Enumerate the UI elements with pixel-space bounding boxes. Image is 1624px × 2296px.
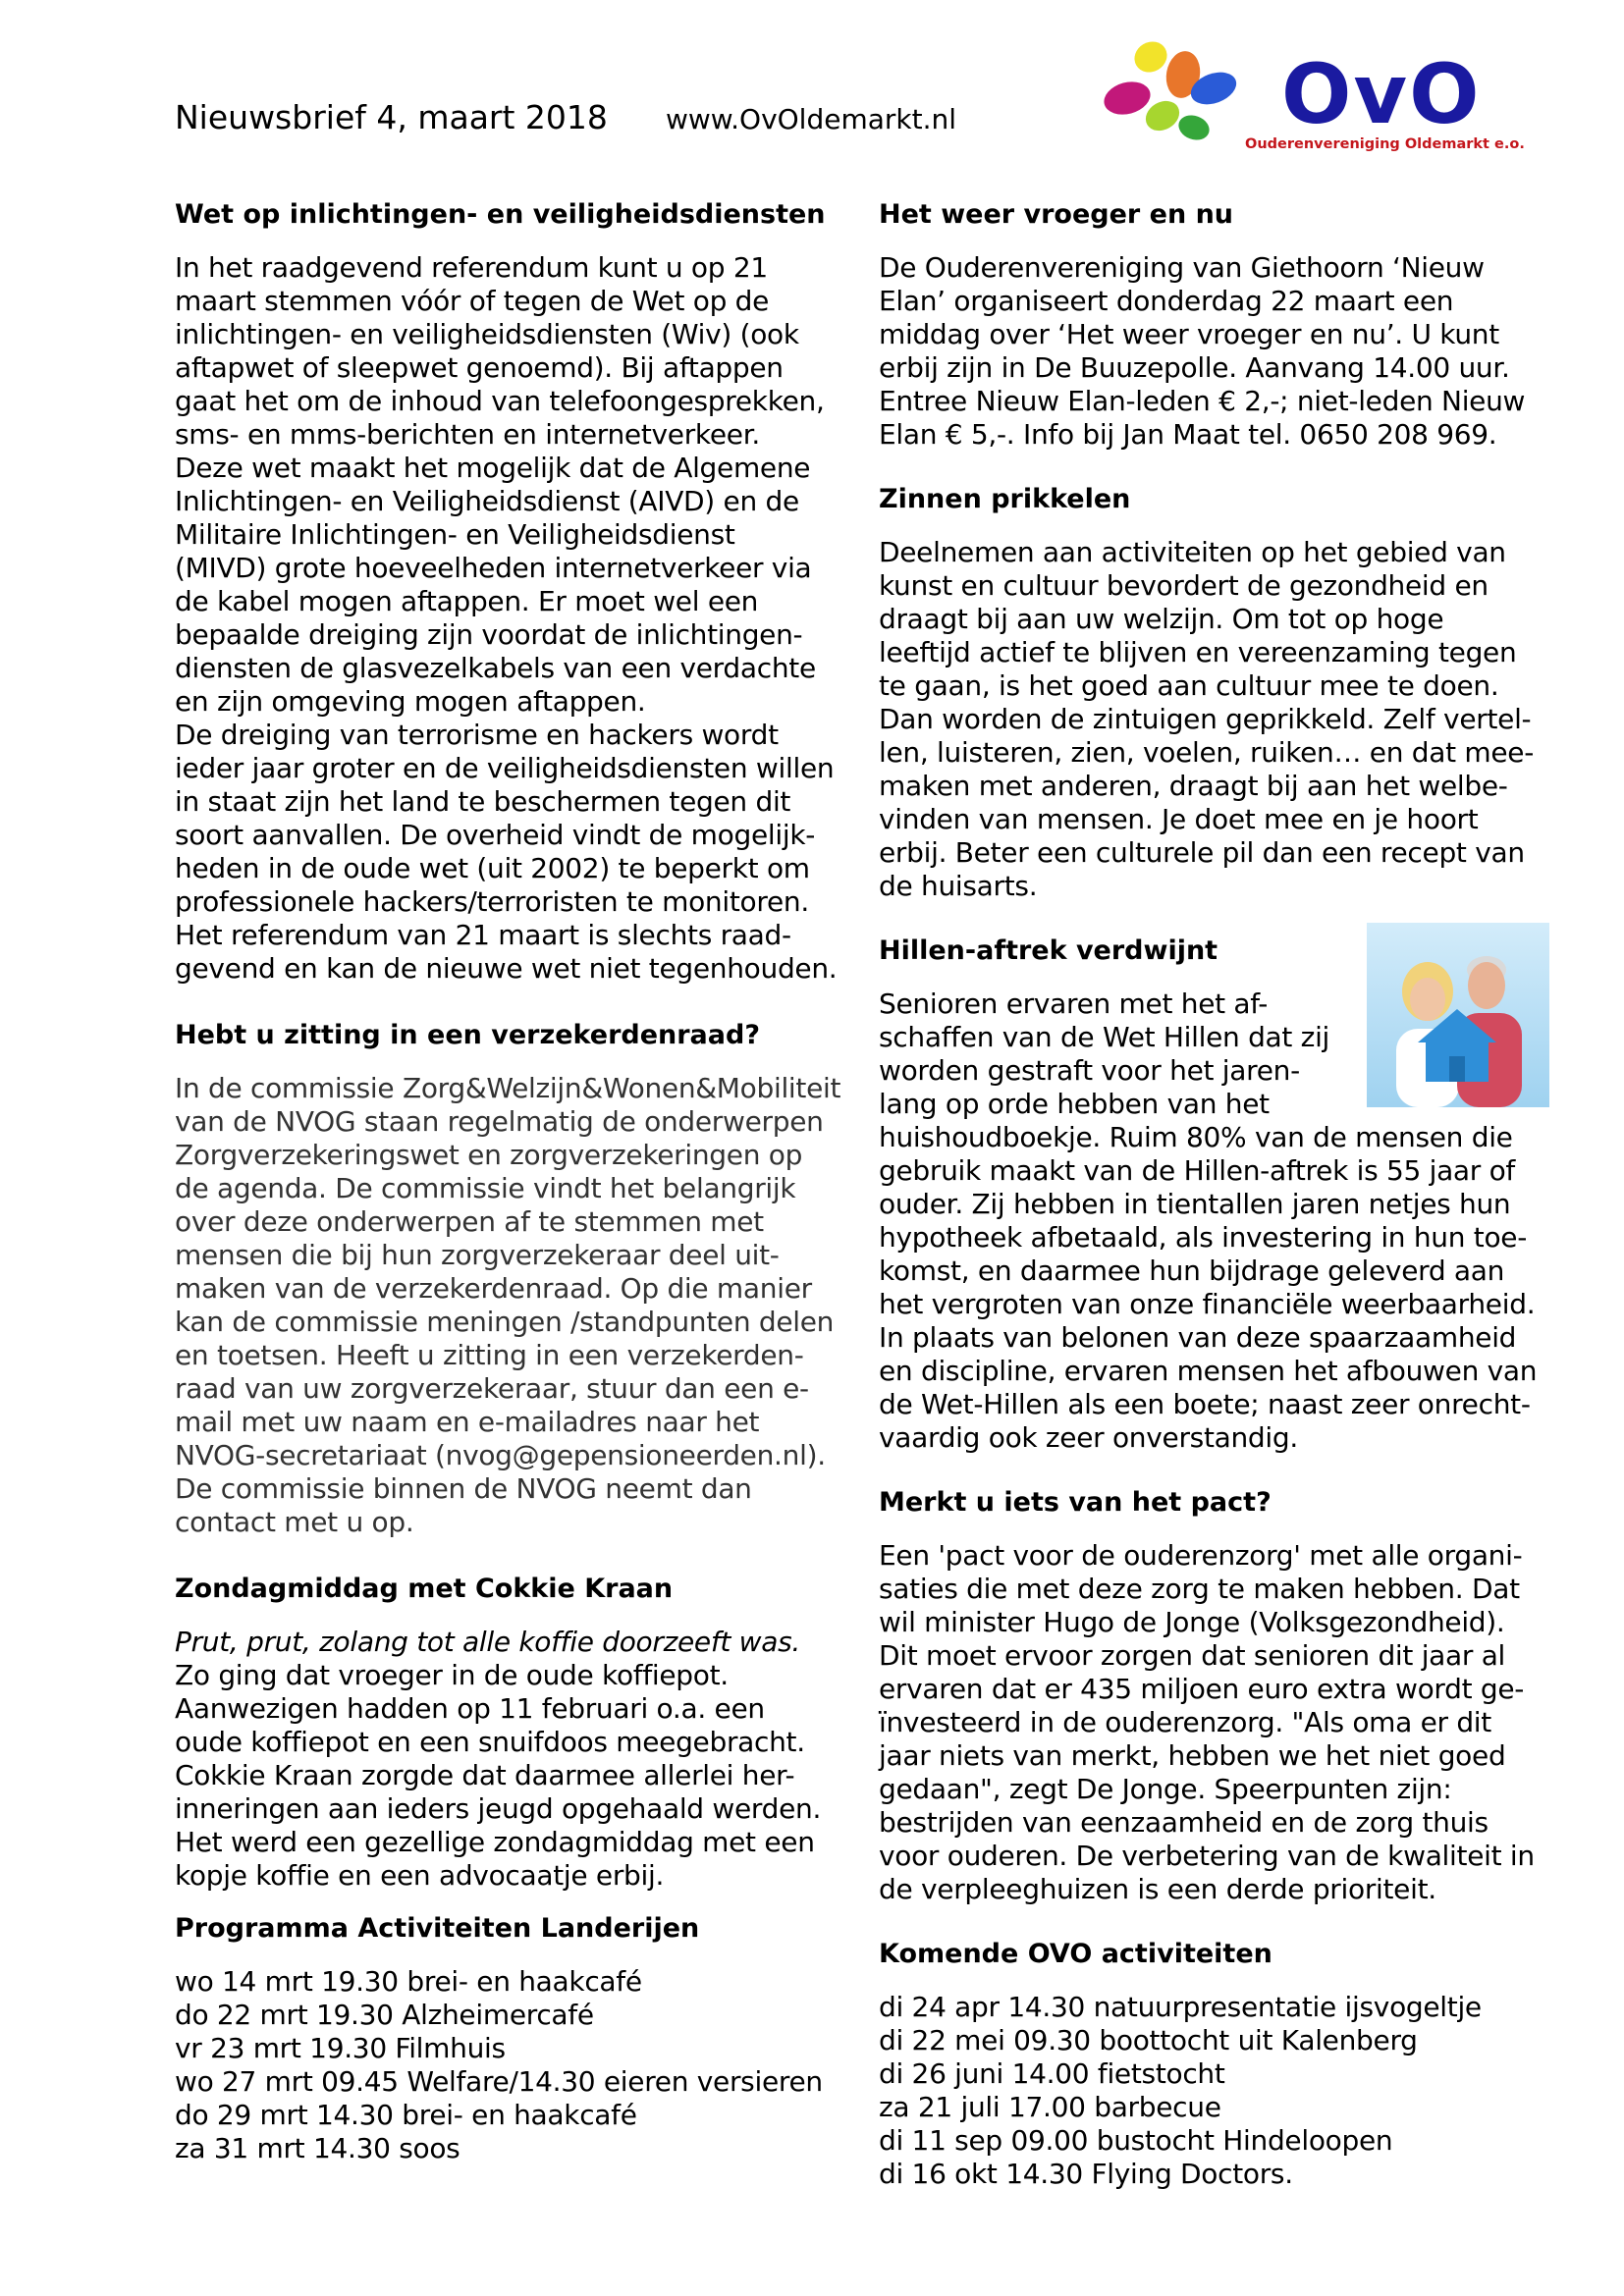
article-paragraph: Deelnemen aan activiteiten op het gebied van kunst en cultuur bevordert de gezondheid en draagt bij aan uw welzijn. Om tot op hoge leeftijd actief te blijven en vereenzaming tegen te gaan, is het goed aan cultuur mee te doen. Dan worden de zintuigen geprikkeld. Zelf vertel- len, luisteren, zien, voelen, ruiken… en dat mee- maken met anderen, draagt bij aan het welbe- vinden van mensen. Je doet mee en je hoort erbij. Beter een culturele pil dan een recept van de huisarts. bbox=[879, 536, 1534, 902]
list-item: do 22 mrt 19.30 Alzheimercafé bbox=[175, 1999, 594, 2031]
article-quote: Prut, prut, zolang tot alle koffie doorzeeft was. bbox=[175, 1626, 800, 1658]
article-weer bbox=[879, 198, 1566, 452]
logo-wordmark: OvO bbox=[1281, 46, 1482, 142]
senior-couple-photo bbox=[1367, 923, 1549, 1107]
logo-subtitle: Ouderenvereniging Oldemarkt e.o. bbox=[1245, 136, 1525, 152]
list-item: do 29 mrt 14.30 brei- en haakcafé bbox=[175, 2099, 637, 2131]
list-item: di 16 okt 14.30 Flying Doctors. bbox=[879, 2158, 1293, 2190]
list-item: di 26 juni 14.00 fietstocht bbox=[879, 2057, 1225, 2090]
list-item: di 24 apr 14.30 natuurpresentatie ijsvogeltje bbox=[879, 1991, 1482, 2023]
flower-logo-icon bbox=[1100, 37, 1237, 165]
article-zinnen bbox=[879, 483, 1566, 903]
website-link[interactable]: www.OvOldemarkt.nl bbox=[666, 103, 957, 135]
list-item: di 22 mei 09.30 boottocht uit Kalenberg bbox=[879, 2024, 1418, 2056]
article-pact bbox=[879, 1486, 1566, 1906]
article-paragraph: Prut, prut, zolang tot alle koffie doorzeeft was. Zo ging dat vroeger in de oude koffiepot. Aanwezigen hadden op 11 februari o.a. een oude koffiepot en een snuifdoos meegebracht. Cokkie Kraan zorgde dat daarmee allerlei her- inneringen aan ieders jeugd opgehaald werden. Het werd een gezellige zondagmiddag met een kopje koffie en een advocaatje erbij. bbox=[175, 1626, 862, 1893]
ovo-logo bbox=[1100, 37, 1532, 165]
article-heading: Merkt u iets van het pact? bbox=[879, 1487, 1272, 1518]
article-paragraph: In de commissie Zorg&Welzijn&Wonen&Mobiliteit van de NVOG staan regelmatig de onderwerpen Zorgverzekeringswet en zorgverzekeringen op de agenda. De commissie vindt het belangrijk over deze onderwerpen af te stemmen met mensen die bij hun zorgverzekeraar deel uit- maken van de verzekerdenraad. Op die manier kan de commissie meningen /standpunten delen en toetsen. Heeft u zitting in een verzekerden- raad van uw zorgverzekeraar, stuur dan een e- mail met uw naam en e-mailadres naar het NVOG-secretariaat (nvog@gepensioneerden.nl). De commissie binnen de NVOG neemt dan contact met u op. bbox=[175, 1072, 841, 1538]
list-item: za 21 juli 17.00 barbecue bbox=[879, 2091, 1221, 2123]
list-item: wo 14 mrt 19.30 brei- en haakcafé bbox=[175, 1965, 642, 1998]
article-heading: Wet op inlichtingen- en veiligheidsdiensten bbox=[175, 199, 826, 230]
left-column bbox=[175, 198, 862, 2185]
list-item: vr 23 mrt 19.30 Filmhuis bbox=[175, 2032, 506, 2064]
article-cokkie-kraan bbox=[175, 1573, 862, 1893]
article-heading: Het weer vroeger en nu bbox=[879, 199, 1234, 230]
program-ovo bbox=[879, 1938, 1566, 2191]
article-paragraph: In het raadgevend referendum kunt u op 21 maart stemmen vóór of tegen de Wet op de inlichtingen- en veiligheidsdiensten (Wiv) (ook aftapwet of sleepwet genoemd). Bij aftappen gaat het om de inhoud van telefoongesprekken, sms- en mms-berichten en internetverkeer. Deze wet maakt het mogelijk dat de Algemene Inlichtingen- en Veiligheidsdienst (AIVD) en de Militaire Inlichtingen- en Veiligheidsdienst (MIVD) grote hoeveelheden internetverkeer via de kabel mogen aftappen. Er moet wel een bepaalde dreiging zijn voordat de inlichtingen- diensten de glasvezelkabels van een verdachte en zijn omgeving mogen aftappen. bbox=[175, 251, 825, 718]
activity-list bbox=[175, 1965, 862, 2165]
article-heading: Komende OVO activiteiten bbox=[879, 1939, 1272, 1969]
right-column bbox=[879, 198, 1566, 2211]
article-heading: Hillen-aftrek verdwijnt bbox=[879, 935, 1218, 966]
article-wiv bbox=[175, 198, 862, 986]
article-heading: Programma Activiteiten Landerijen bbox=[175, 1913, 700, 1944]
article-heading: Hebt u zitting in een verzekerdenraad? bbox=[175, 1020, 760, 1050]
list-item: di 11 sep 09.00 bustocht Hindeloopen bbox=[879, 2124, 1393, 2157]
newsletter-title: Nieuwsbrief 4, maart 2018 bbox=[175, 98, 608, 136]
activity-list bbox=[879, 1991, 1566, 2191]
article-verzekerdenraad bbox=[175, 1019, 862, 1539]
article-paragraph: Een 'pact voor de ouderenzorg' met alle organi- saties die met deze zorg te maken hebben. Dat wil minister Hugo de Jonge (Volksgezondheid). Dit moet ervoor zorgen dat senioren dit jaar al ervaren dat er 435 miljoen euro extra wordt ge- ïnvesteerd in de ouderenzorg. "Als oma er dit jaar niets van merkt, hebben we het niet goed gedaan", zegt De Jonge. Speerpunten zijn: bestrijden van eenzaamheid en de zorg thuis voor ouderen. De verbetering van de kwaliteit in de verpleeghuizen is een derde prioriteit. bbox=[879, 1539, 1535, 1905]
article-heading: Zondagmiddag met Cokkie Kraan bbox=[175, 1574, 674, 1604]
article-heading: Zinnen prikkelen bbox=[879, 484, 1131, 514]
article-paragraph: Senioren ervaren met het af- schaffen van de Wet Hillen dat zij worden gestraft voor het jaren- lang op orde hebben van het huishoudboekje. Ruim 80% van de mensen die gebruik maakt van de Hillen-aftrek is 55 jaar of ouder. Zij hebben in tientallen jaren netjes hun hypotheek afbetaald, als investering in hun toe- komst, en daarmee hun bijdrage geleverd aan het vergroten van onze financiële weerbaarheid. In plaats van belonen van deze spaarzaamheid en discipline, ervaren mensen het afbouwen van de Wet-Hillen als een boete; naast zeer onrecht- vaardig ook zeer onverstandig. bbox=[879, 988, 1538, 1454]
list-item: wo 27 mrt 09.45 Welfare/14.30 eieren versieren bbox=[175, 2065, 823, 2098]
program-landerijen bbox=[175, 1912, 862, 2165]
article-paragraph: De Ouderenvereniging van Giethoorn ‘Nieuw Elan’ organiseert donderdag 22 maart een middag over ‘Het weer vroeger en nu’. U kunt erbij zijn in De Buuzepolle. Aanvang 14.00 uur. Entree Nieuw Elan-leden € 2,-; niet-leden Nieuw Elan € 5,-. Info bij Jan Maat tel. 0650 208 969. bbox=[879, 251, 1526, 451]
list-item: za 31 mrt 14.30 soos bbox=[175, 2132, 460, 2164]
article-paragraph: De dreiging van terrorisme en hackers wordt ieder jaar groter en de veiligheidsdiensten willen in staat zijn het land te beschermen tegen dit soort aanvallen. De overheid vindt de mogelijk- heden in de oude wet (uit 2002) te beperkt om professionele hackers/terroristen te monitoren. Het referendum van 21 maart is slechts raad- gevend en kan de nieuwe wet niet tegenhouden. bbox=[175, 719, 838, 985]
